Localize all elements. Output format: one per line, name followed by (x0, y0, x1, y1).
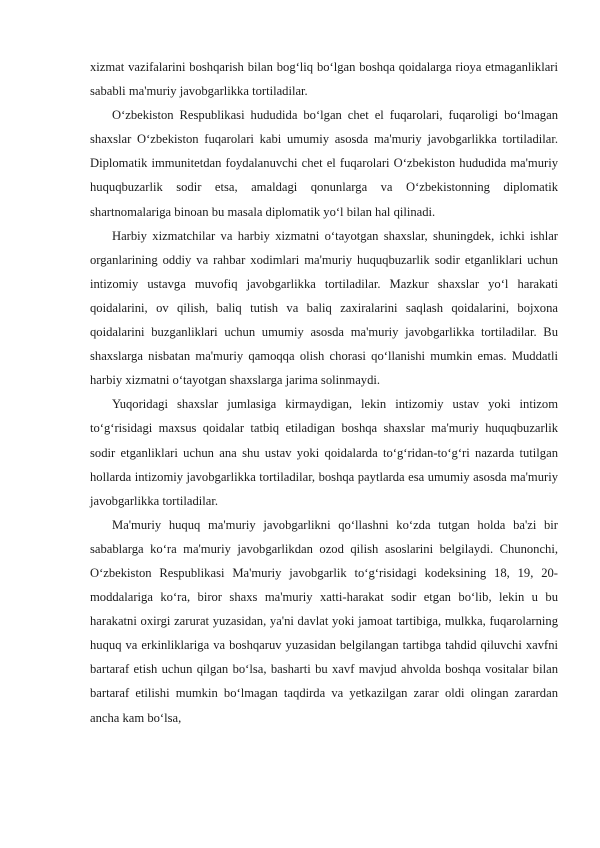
paragraph-disciplinary-persons: Yuqoridagi shaxslar jumlasiga kirmaydigan, lekin intizomiy ustav yoki intizom to‘g‘risidagi maxsus qoidalar tatbiq etiladigan boshqa shaxslar ma'muriy huquqbuzarlik sodir etganliklari uchun ana shu ustav yoki qoidalarda to‘g‘ridan-to‘g‘ri nazarda tutilgan hollarda intizomiy javobgarlikka tortiladilar, boshqa paytlarda esa umumiy asosda ma'muriy javobgarlikka tortiladilar. (90, 397, 558, 508)
paragraph-continued: xizmat vazifalarini boshqarish bilan bog‘liq bo‘lgan boshqa qoidalarga rioya etmaganliklari sababli ma'muriy javobgarlikka tortiladilar. (90, 60, 558, 99)
paragraph-exemption-grounds: Ma'muriy huquq ma'muriy javobgarlikni qo‘llashni ko‘zda tutgan holda ba'zi bir sabablarga ko‘ra ma'muriy javobgarlikdan ozod qilish asoslarini belgilaydi. Chunonchi, O‘zbekiston Respublikasi Ma'muriy javobgarlik to‘g‘risidagi kodeksining 18, 19, 20-moddalariga ko‘ra, biror shaxs ma'muriy xatti-harakat sodir etgan bo‘lib, lekin u bu harakatni oxirgi zarurat yuzasidan, ya'ni davlat yoki jamoat tartibiga, mulkka, fuqarolarning huquq va erkinliklariga va boshqaruv yuzasidan belgilangan tartibga tahdid qiluvchi xavfni bartaraf etish uchun qilgan bo‘lsa, basharti bu xavf mavjud ahvolda boshqa vositalar bilan bartaraf etilishi mumkin bo‘lmagan taqdirda va yetkazilgan zarar oldi olingan zarardan ancha kam bo‘lsa, (90, 517, 558, 725)
document-body (90, 55, 558, 730)
paragraph-foreign-citizens: O‘zbekiston Respublikasi hududida bo‘lgan chet el fuqarolari, fuqaroligi bo‘lmagan shaxslar O‘zbekiston fuqarolari kabi umumiy asosda ma'muriy javobgarlikka tortiladilar. Diplomatik immunitetdan foydalanuvchi chet el fuqarolari O‘zbekiston hududida ma'muriy huquqbuzarlik sodir etsa, amaldagi qonunlarga va O‘zbekistonning diplomatik shartnomalariga binoan bu masala diplomatik yo‘l bilan hal qilinadi. (90, 108, 558, 219)
paragraph-military-personnel: Harbiy xizmatchilar va harbiy xizmatni o‘tayotgan shaxslar, shuningdek, ichki ishlar organlarining oddiy va rahbar xodimlari ma'muriy huquqbuzarlik sodir etganliklari uchun intizomiy ustavga muvofiq javobgarlikka tortiladilar. Mazkur shaxslar yo‘l harakati qoidalarini, ov qilish, baliq tutish va baliq zaxiralarini saqlash qoidalarini, bojxona qoidalarini buzganliklari uchun umumiy asosda ma'muriy javobgarlikka tortiladilar. Bu shaxslarga nisbatan ma'muriy qamoqqa olish chorasi qo‘llanishi mumkin emas. Muddatli harbiy xizmatni o‘tayotgan shaxslarga jarima solinmaydi. (90, 228, 558, 388)
